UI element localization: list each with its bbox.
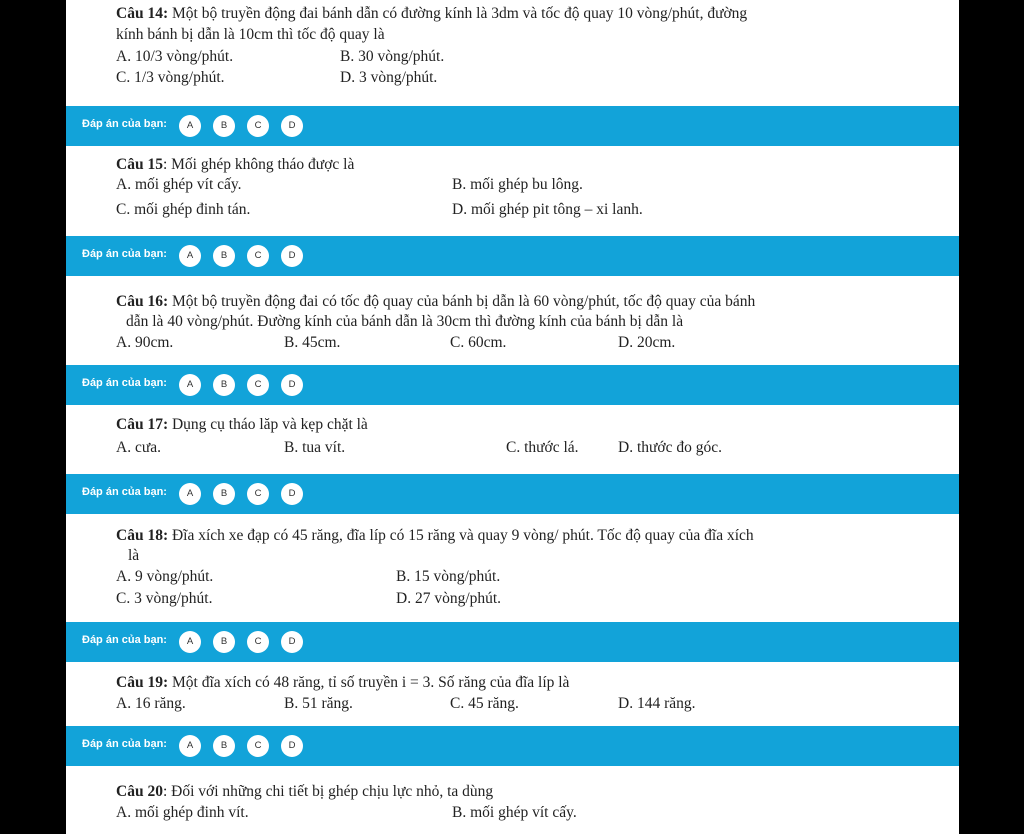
- question-text: Một đĩa xích có 48 răng, tỉ số truyền i = 3. Số răng của đĩa líp là: [171, 674, 570, 691]
- question-text-cont: là: [128, 547, 140, 564]
- choice-a-button[interactable]: A: [179, 115, 201, 137]
- choice-b-button[interactable]: B: [213, 245, 235, 267]
- question-19-stem: [116, 674, 569, 692]
- choice-d-button[interactable]: D: [281, 374, 303, 396]
- option-b: B. 30 vòng/phút.: [340, 48, 445, 65]
- option-a: A. 10/3 vòng/phút.: [116, 48, 234, 65]
- option-b: B. tua vít.: [284, 439, 346, 456]
- question-16-stem: [116, 293, 755, 311]
- question-text-cont: kính bánh bị dẫn là 10cm thì tốc độ quay là: [116, 26, 385, 43]
- choice-a-button[interactable]: A: [179, 374, 201, 396]
- option-d: D. 3 vòng/phút.: [340, 69, 438, 86]
- option-d: D. 27 vòng/phút.: [396, 590, 502, 607]
- question-text: Đĩa xích xe đạp có 45 răng, đĩa líp có 15 răng và quay 9 vòng/ phút. Tốc độ quay của đĩa xích: [171, 527, 754, 544]
- option-b: B. mối ghép vít cấy.: [452, 804, 577, 821]
- option-c: C. mối ghép đinh tán.: [116, 201, 251, 218]
- choice-a-button[interactable]: A: [179, 245, 201, 267]
- choice-a-button[interactable]: A: [179, 483, 201, 505]
- question-title: Câu 20: [116, 783, 163, 800]
- question-text: Một bộ truyền động đai bánh dẫn có đường kính là 3dm và tốc độ quay 10 vòng/phút, đường: [171, 5, 748, 22]
- option-a: A. 9 vòng/phút.: [116, 568, 214, 585]
- choice-d-button[interactable]: D: [281, 735, 303, 757]
- question-text: Một bộ truyền động đai có tốc độ quay của bánh bị dẫn là 60 vòng/phút, tốc độ quay của bánh: [171, 293, 756, 310]
- question-15-stem: [116, 156, 354, 174]
- answer-bar-17: [66, 474, 959, 514]
- answer-bar-15: [66, 236, 959, 276]
- question-title: Câu 15: [116, 156, 163, 173]
- option-d: D. 144 răng.: [618, 695, 696, 712]
- choice-c-button[interactable]: C: [247, 631, 269, 653]
- answer-label: Đáp án của bạn:: [82, 486, 167, 498]
- option-c: C. 3 vòng/phút.: [116, 590, 213, 607]
- quiz-page: [66, 0, 959, 834]
- option-a: A. mối ghép đinh vít.: [116, 804, 249, 821]
- choice-b-button[interactable]: B: [213, 115, 235, 137]
- answer-bar-14: [66, 106, 959, 146]
- question-18-stem: [116, 527, 754, 545]
- option-c: C. thước lá.: [506, 439, 579, 456]
- choice-b-button[interactable]: B: [213, 374, 235, 396]
- option-b: B. 45cm.: [284, 334, 341, 351]
- answer-label: Đáp án của bạn:: [82, 248, 167, 260]
- answer-label: Đáp án của bạn:: [82, 377, 167, 389]
- option-a: A. 90cm.: [116, 334, 174, 351]
- option-d: D. 20cm.: [618, 334, 676, 351]
- question-text: Dụng cụ tháo lăp và kẹp chặt là: [171, 416, 368, 433]
- choice-c-button[interactable]: C: [247, 735, 269, 757]
- option-b: B. 15 vòng/phút.: [396, 568, 501, 585]
- option-c: C. 1/3 vòng/phút.: [116, 69, 225, 86]
- question-title: Câu 18:: [116, 527, 169, 544]
- answer-label: Đáp án của bạn:: [82, 738, 167, 750]
- question-text-cont: dẫn là 40 vòng/phút. Đường kính của bánh dẫn là 30cm thì đường kính của bánh bị dẫn là: [126, 313, 684, 330]
- answer-bar-19: [66, 726, 959, 766]
- choice-a-button[interactable]: A: [179, 735, 201, 757]
- choice-c-button[interactable]: C: [247, 115, 269, 137]
- question-14-stem: [116, 5, 747, 23]
- option-a: A. 16 răng.: [116, 695, 186, 712]
- question-text: : Mối ghép không tháo được là: [162, 156, 355, 173]
- option-a: A. cưa.: [116, 439, 161, 456]
- choice-c-button[interactable]: C: [247, 245, 269, 267]
- option-a: A. mối ghép vít cấy.: [116, 176, 242, 193]
- choice-b-button[interactable]: B: [213, 631, 235, 653]
- choice-d-button[interactable]: D: [281, 115, 303, 137]
- question-17-stem: [116, 416, 368, 434]
- answer-label: Đáp án của bạn:: [82, 118, 167, 130]
- answer-bar-18: [66, 622, 959, 662]
- option-b: B. mối ghép bu lông.: [452, 176, 583, 193]
- choice-c-button[interactable]: C: [247, 483, 269, 505]
- choice-c-button[interactable]: C: [247, 374, 269, 396]
- option-d: D. mối ghép pit tông – xi lanh.: [452, 201, 643, 218]
- question-title: Câu 19:: [116, 674, 169, 691]
- choice-b-button[interactable]: B: [213, 735, 235, 757]
- choice-b-button[interactable]: B: [213, 483, 235, 505]
- option-c: C. 45 răng.: [450, 695, 519, 712]
- choice-d-button[interactable]: D: [281, 245, 303, 267]
- question-title: Câu 14:: [116, 5, 169, 22]
- option-b: B. 51 răng.: [284, 695, 353, 712]
- choice-a-button[interactable]: A: [179, 631, 201, 653]
- answer-bar-16: [66, 365, 959, 405]
- choice-d-button[interactable]: D: [281, 483, 303, 505]
- question-20-stem: [116, 783, 493, 801]
- question-title: Câu 16:: [116, 293, 169, 310]
- option-d: D. thước đo góc.: [618, 439, 722, 456]
- answer-label: Đáp án của bạn:: [82, 634, 167, 646]
- option-c: C. 60cm.: [450, 334, 507, 351]
- question-title: Câu 17:: [116, 416, 169, 433]
- question-text: : Đối với những chi tiết bị ghép chịu lực nhỏ, ta dùng: [162, 783, 494, 800]
- choice-d-button[interactable]: D: [281, 631, 303, 653]
